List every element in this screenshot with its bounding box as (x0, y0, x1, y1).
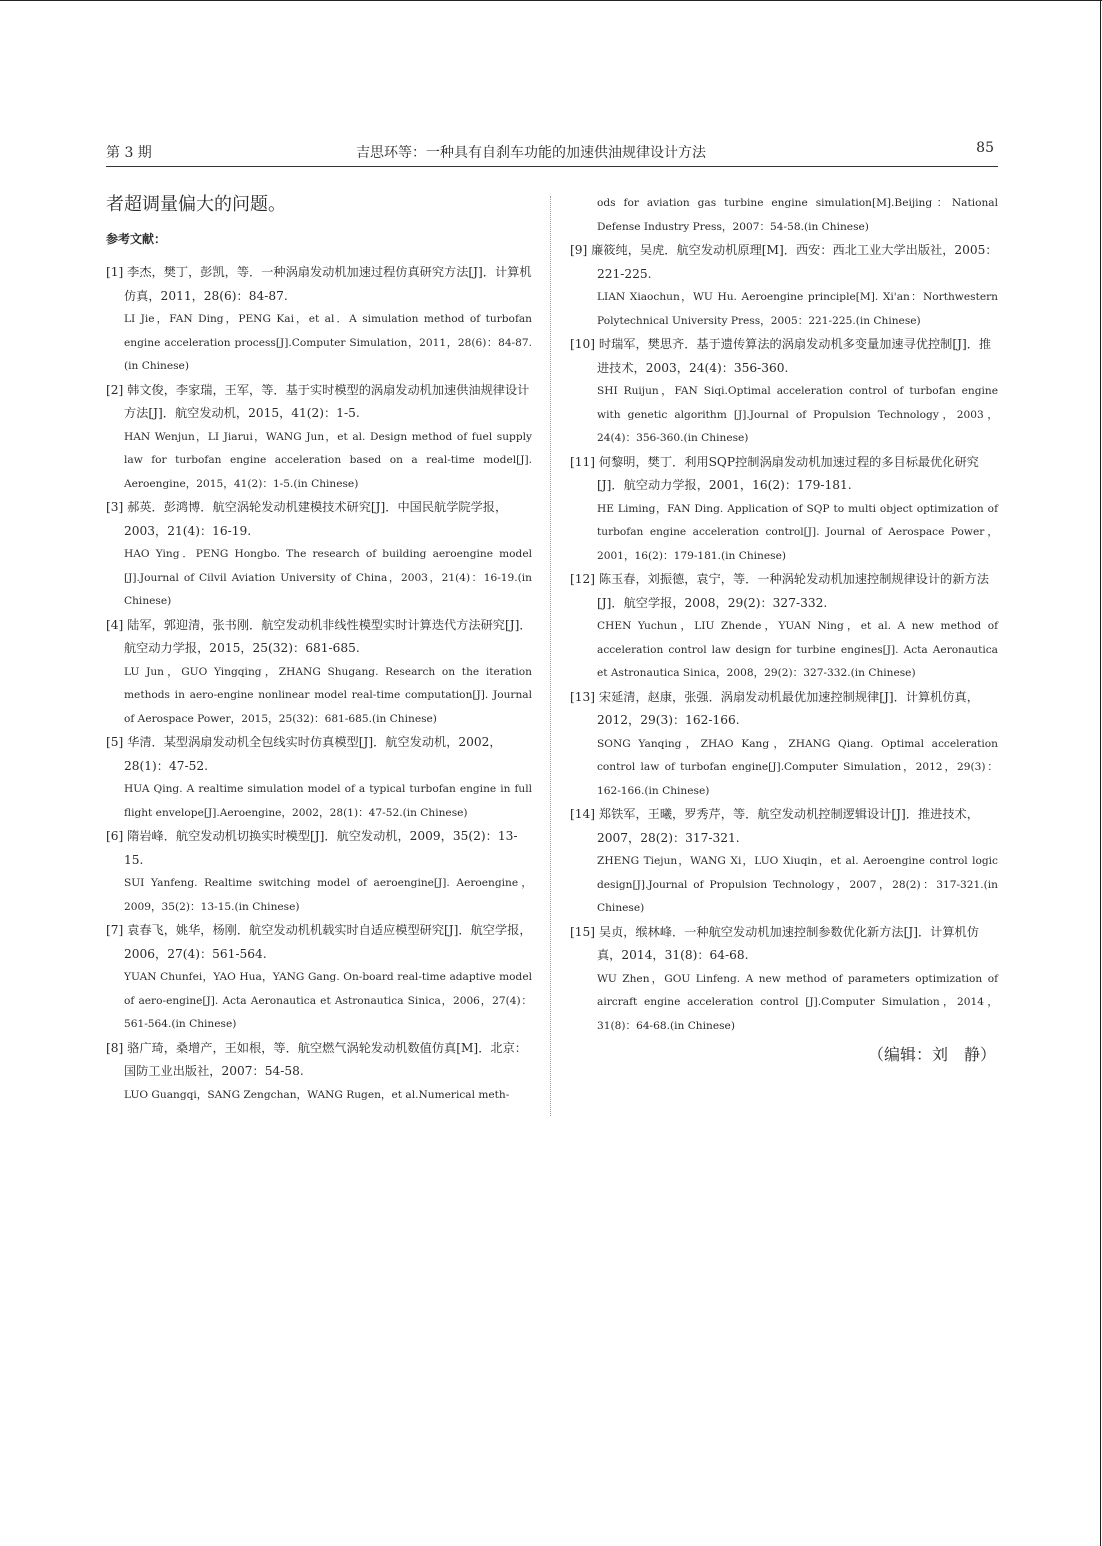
page-border-top (0, 0, 1102, 1)
references-heading: 参考文献： (106, 232, 167, 246)
reference-en: ZHENG Tiejun，WANG Xi，LUO Xiuqin，et al. Aeroengine control logic design[J].Journal of Propulsion Technology，2007，28(2)：317-321.(in Chinese) (597, 855, 998, 914)
reference-en: CHEN Yuchun，LIU Zhende，YUAN Ning，et al. A new method of acceleration control law design for turbine engines[J]. Acta Aeronautica et Astronautica Sinica，2008，29(2)：327-332.(in Chinese) (597, 620, 998, 679)
left-column (106, 192, 532, 1107)
reference-cn: [11] 何黎明，樊丁．利用SQP控制涡扇发动机加速过程的多目标最优化研究[J]．航空动力学报，2001，16(2)：179-181. (570, 454, 979, 492)
reference-cn: [14] 郑铁军，王曦，罗秀芹，等．航空发动机控制逻辑设计[J]．推进技术，2007，28(2)：317-321. (570, 807, 979, 845)
reference-en: LI Jie，FAN Ding，PENG Kai，et al．A simulation method of turbofan engine acceleration process[J].Computer Simulation，2011，28(6)：84-87.(in Chinese) (124, 313, 532, 372)
reference-cn: [10] 时瑞军，樊思齐．基于遗传算法的涡扇发动机多变量加速寻优控制[J]．推进技术，2003，24(4)：356-360. (570, 337, 992, 375)
right-column (570, 192, 998, 1081)
reference-cn: [6] 隋岩峰．航空发动机切换实时模型[J]．航空发动机，2009，35(2)：13-15. (106, 829, 518, 867)
reference-item (570, 803, 998, 921)
reference-item (570, 686, 998, 804)
page-number: 85 (976, 140, 994, 156)
reference-continuation: ods for aviation gas turbine engine simulation[M].Beijing：National Defense Industry Press，2007：54-58.(in Chinese) (597, 197, 998, 233)
column-divider (550, 196, 551, 1116)
reference-en: HUA Qing. A realtime simulation model of a typical turbofan engine in full flight envelope[J].Aeroengine，2002，28(1)：47-52.(in Chinese) (124, 783, 532, 819)
reference-en: HAO Ying．PENG Hongbo. The research of building aeroengine model [J].Journal of Cilvil Aviation University of China，2003，21(4)：16-19.(in Chinese) (124, 548, 532, 607)
running-header (106, 142, 998, 167)
reference-item (106, 379, 532, 497)
lead-paragraph: 者超调量偏大的问题。 (106, 194, 286, 215)
reference-en: LIAN Xiaochun，WU Hu. Aeroengine principle[M]. Xi'an：Northwestern Polytechnical University Press，2005：221-225.(in Chinese) (597, 291, 998, 327)
reference-item (570, 568, 998, 686)
reference-item (106, 261, 532, 379)
reference-item (106, 1037, 532, 1108)
reference-cn: [12] 陈玉春，刘振德，袁宁，等．一种涡轮发动机加速控制规律设计的新方法[J]．航空学报，2008，29(2)：327-332. (570, 572, 989, 610)
reference-cn: [8] 骆广琦，桑增产，王如根，等．航空燃气涡轮发动机数值仿真[M]．北京：国防工业出版社，2007：54-58. (106, 1040, 527, 1078)
reference-item (570, 239, 998, 333)
reference-cn: [5] 华清．某型涡扇发动机全包线实时仿真模型[J]．航空发动机，2002，28(1)：47-52. (106, 735, 502, 773)
reference-item (106, 731, 532, 825)
reference-cn: [9] 廉筱纯，吴虎．航空发动机原理[M]．西安：西北工业大学出版社，2005：221-225. (570, 243, 998, 281)
reference-item (570, 921, 998, 1039)
reference-cn: [4] 陆军，郭迎清，张书刚．航空发动机非线性模型实时计算迭代方法研究[J]．航空动力学报，2015，25(32)：681-685. (106, 617, 532, 655)
reference-item (106, 919, 532, 1037)
reference-en: LU Jun，GUO Yingqing，ZHANG Shugang. Research on the iteration methods in aero-engine nonlinear model real-time computation[J]. Journal of Aerospace Power，2015，25(32)：681-685.(in Chinese) (124, 665, 532, 725)
reference-en: HE Liming，FAN Ding. Application of SQP to multi object optimization of turbofan engine acceleration control[J]. Journal of Aerospace Power，2001，16(2)：179-181.(in Chinese) (597, 502, 998, 562)
reference-en: LUO Guangqi，SANG Zengchan，WANG Rugen，et al.Numerical meth- (124, 1088, 510, 1101)
reference-item (106, 496, 532, 614)
reference-cn: [3] 郝英．彭鸿博．航空涡轮发动机建模技术研究[J]．中国民航学院学报，2003，21(4)：16-19. (106, 500, 508, 538)
reference-item (106, 614, 532, 732)
reference-en: WU Zhen，GOU Linfeng. A new method of parameters optimization of aircraft engine acceleration control [J].Computer Simulation，2014，31(8)：64-68.(in Chinese) (597, 972, 998, 1032)
running-title: 吉思环等：一种具有自刹车功能的加速供油规律设计方法 (356, 145, 706, 161)
reference-en: SHI Ruijun，FAN Siqi.Optimal acceleration control of turbofan engine with genetic algorithm [J].Journal of Propulsion Technology，2003，24(4)：356-360.(in Chinese) (597, 385, 998, 444)
reference-en: SONG Yanqing，ZHAO Kang，ZHANG Qiang. Optimal acceleration control law of turbofan engine[J].Computer Simulation，2012，29(3)：162-166.(in Chinese) (597, 737, 998, 797)
reference-cn: [7] 袁春飞，姚华，杨刚．航空发动机机载实时自适应模型研究[J]．航空学报，2006，27(4)：561-564. (106, 923, 532, 961)
reference-item (570, 451, 998, 569)
reference-cn: [15] 吴贞，缑林峰．一种航空发动机加速控制参数优化新方法[J]．计算机仿真，2014，31(8)：64-68. (570, 924, 979, 962)
editor-note: （编辑：刘 静） (867, 1045, 996, 1064)
reference-en: HAN Wenjun，LI Jiarui，WANG Jun，et al. Design method of fuel supply law for turbofan engine acceleration based on a real-time model[J]. Aeroengine，2015，41(2)：1-5.(in Chinese) (124, 430, 532, 490)
reference-cn: [2] 韩文俊，李家瑞，王军，等．基于实时模型的涡扇发动机加速供油规律设计方法[J]．航空发动机，2015，41(2)：1-5. (106, 382, 530, 420)
reference-en: SUI Yanfeng. Realtime switching model of aeroengine[J]. Aeroengine，2009，35(2)：13-15.(in Chinese) (124, 877, 532, 913)
reference-cn: [13] 宋延清，赵康，张强．涡扇发动机最优加速控制规律[J]．计算机仿真，2012，29(3)：162-166. (570, 689, 979, 727)
reference-item (106, 825, 532, 919)
reference-cn: [1] 李杰，樊丁，彭凯，等．一种涡扇发动机加速过程仿真研究方法[J]．计算机仿真，2011，28(6)：84-87. (106, 265, 532, 303)
issue-number: 第 3 期 (106, 145, 152, 161)
reference-en: YUAN Chunfei，YAO Hua，YANG Gang. On-board real-time adaptive model of aero-engine[J]. Acta Aeronautica et Astronautica Sinica，2006，27(4)：561-564.(in Chinese) (124, 971, 532, 1030)
page-border-right (1100, 0, 1101, 1546)
reference-item (570, 333, 998, 451)
